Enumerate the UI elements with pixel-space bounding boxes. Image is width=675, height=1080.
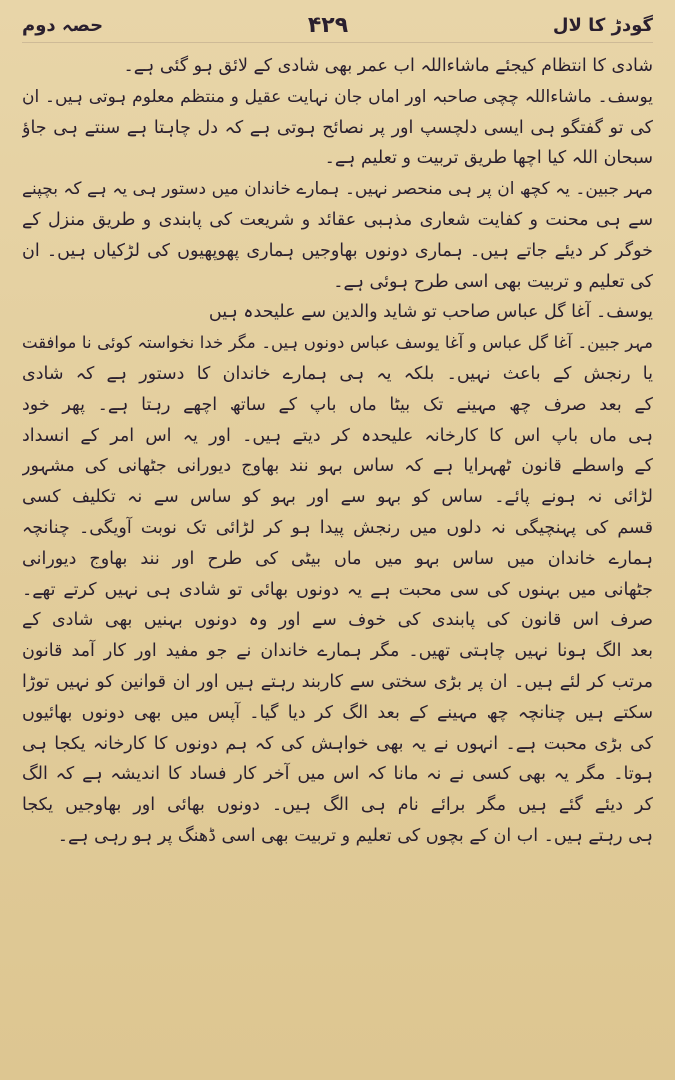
text-line: ہی ماں باپ اس کا کارخانہ علیحدہ کر دیتے ہیں۔ اور یہ اس امر کے انسداد [22,425,653,446]
page-number: ۴۲۹ [307,12,349,38]
text-line: لڑائی نہ ہونے پائے۔ ساس کو بہو سے اور بہو کو ساس سے نہ تکلیف کسی [22,487,653,508]
text-line: کی تعلیم و تربیت بھی اسی طرح ہوئی ہے۔ [333,271,653,292]
text-line: سے ہی محنت و کفایت شعاری مذہبی عقائد و شریعت کی پابندی و طریق منزل کے [22,209,653,230]
text-line: سبحان اللہ کیا اچھا طریق تربیت و تعلیم ہے۔ [324,148,653,169]
text-line: ہوتا۔ مگر یہ بھی کسی نے نہ مانا کہ اس میں آخر کار فساد کا اندیشہ ہے کہ الگ [22,764,653,785]
part-label: حصہ دوم [22,14,104,36]
text-line: بعد الگ ہونا نہیں چاہتی تھیں۔ مگر ہمارے خاندان نے جو مفید اور کار آمد قانون [22,641,653,662]
text-line: مہر جبین۔ یہ کچھ ان پر ہی منحصر نہیں۔ ہمارے خاندان میں دستور ہی یہ ہے کہ بچپنے [22,179,653,200]
text-line: کی بڑی محبت ہے۔ انہوں نے یہ بھی خواہش کی کہ ہم دونوں کا کارخانہ یکجا ہی [22,733,653,754]
text-line: کی تو گفتگو ہی ایسی دلچسپ اور پر نصائح ہوتی ہے کہ دل چاہتا ہے سنتے ہی جاؤ [22,117,653,138]
text-line: قسم کی پہنچیگی نہ دلوں میں رنجش پیدا ہو کر لڑائی تک نوبت آویگی۔ چنانچہ [22,517,653,538]
text-line: یوسف۔ آغا گل عباس صاحب تو شاید والدین سے علیحدہ ہیں [208,302,653,323]
text-line: صرف اس قانون کی پابندی کی خوف سے اور وہ دونوں بہنیں بھی شادی کے [22,610,653,631]
text-line: کر دیئے گئے ہیں مگر برائے نام ہی الگ ہیں۔ دونوں بھائی اور بھاوجیں یکجا [22,795,653,816]
text-line: ہمارے خاندان میں ساس بہو میں ماں بیٹی کی طرح اور نند بھاوج دیورانی [22,548,653,569]
book-title: گودڑ کا لال [552,14,653,36]
text-line: جٹھانی میں بہنوں کی سی محبت ہے یہ دونوں بھائی تو شادی ہی نہیں کرتے تھے۔ [22,579,653,600]
text-line: خوگر کر دیئے جاتے ہیں۔ ہماری دونوں بھاوجیں ہماری پھوپھیوں کی لڑکیاں ہیں۔ ان [22,240,653,261]
page-header [22,8,653,43]
text-line: کے واسطے قانون ٹھہرایا ہے کہ ساس بہو نند بھاوج دیورانی جٹھانی کی مشہور [22,456,653,477]
text-line: شادی کا انتظام کیجئے ماشاءاللہ اب عمر بھی شادی کے لائق ہو گئی ہے۔ [123,56,653,76]
page-body [22,51,653,852]
text-line: یوسف۔ ماشاءاللہ چچی صاحبہ اور اماں جان نہایت عقیل و منتظم معلوم ہوتی ہیں۔ ان [22,86,653,107]
text-line: کے بعد صرف چھ مہینے تک بیٹا ماں باپ کے ساتھ اچھے رہتا ہے۔ پھر خود [22,394,653,415]
text-line: سکتے ہیں چنانچہ چھ مہینے کے بعد الگ کر دیا گیا۔ آپس میں بھی دونوں بھائیوں [22,702,653,723]
text-line: ہی رہتے ہیں۔ اب ان کے بچوں کی تعلیم و تربیت بھی اسی ڈھنگ پر ہو رہی ہے۔ [57,825,653,846]
text-line: یا رنجش کے باعث نہیں۔ بلکہ یہ ہی ہمارے خاندان کا دستور ہے کہ شادی [22,363,653,384]
text-line: مہر جبین۔ آغا گل عباس و آغا یوسف عباس دونوں ہیں۔ مگر خدا نخواستہ کوئی نا موافقت [22,333,653,353]
text-line: مرتب کر لئے ہیں۔ ان پر بڑی سختی سے کاربند رہتے ہیں اور ان قوانین کو نہیں توڑا [22,671,653,692]
